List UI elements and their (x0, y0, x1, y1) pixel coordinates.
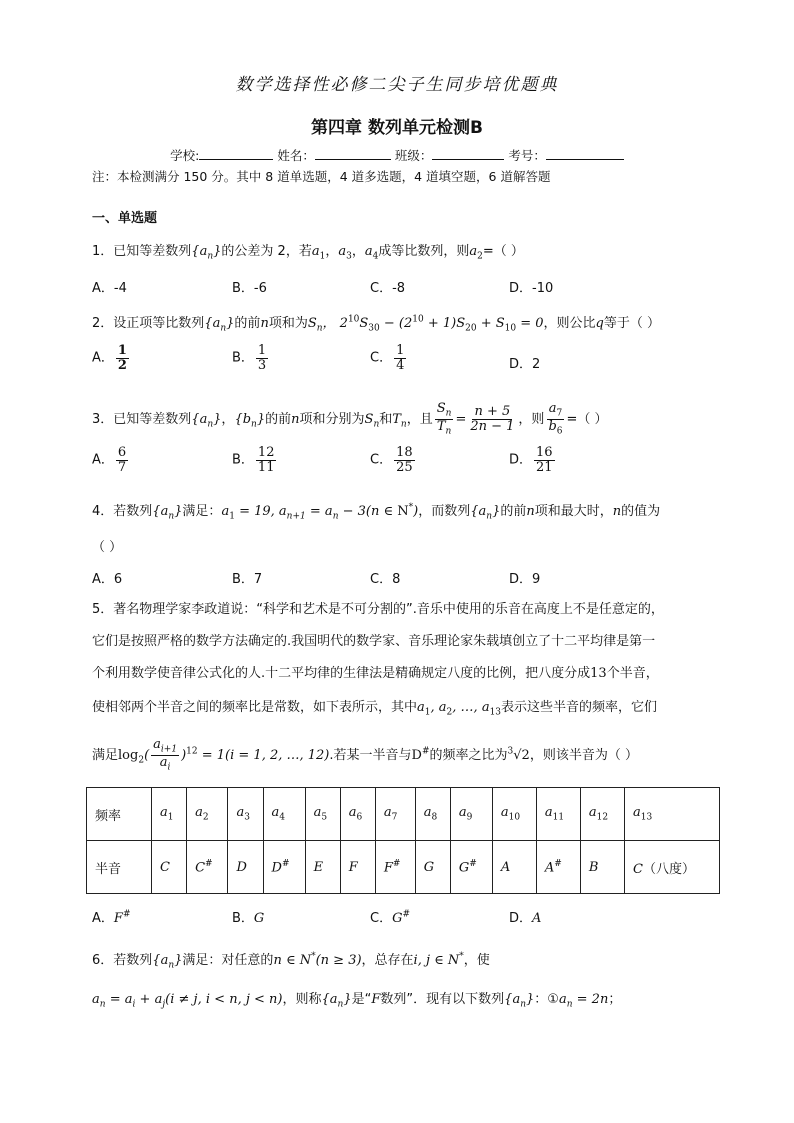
section-title-single-choice: 一、单选题 (92, 211, 158, 226)
q5-line-4: 使相邻两个半音之间的频率比是常数，如下表所示，其中$a_1$, $a_2$, …, $a_{13}$表示这些半音的频率，它们 (92, 700, 658, 718)
q2-option-b[interactable]: B． $\frac{1}{3}$ (232, 343, 267, 373)
exam-no-blank[interactable] (546, 147, 624, 160)
table-row-semitone (87, 841, 720, 894)
q3-option-a[interactable]: A． $\frac{6}{7}$ (92, 445, 127, 475)
table-cell: $a_2$ (187, 788, 228, 841)
q2-option-a[interactable]: A． $\frac{1}{2}$ (92, 343, 127, 373)
q3-option-d[interactable]: D． $\frac{16}{21}$ (509, 445, 553, 475)
table-cell: $a_9$ (450, 788, 492, 841)
table-row-frequency (87, 788, 720, 841)
table-cell: $a_6$ (340, 788, 375, 841)
class-blank[interactable] (432, 147, 504, 160)
table-header-semitone: 半音 (87, 841, 152, 894)
q4-option-b[interactable]: B．7 (232, 572, 263, 587)
table-cell: C（八度） (625, 841, 720, 894)
table-cell: $a_4$ (263, 788, 305, 841)
q4-number: 4． (92, 504, 114, 519)
table-cell: $a_{12}$ (580, 788, 624, 841)
table-cell: A# (536, 841, 580, 894)
q3-number: 3． (92, 412, 114, 428)
table-cell: C (152, 841, 187, 894)
question-2: 2．设正项等比数列$\{a_n\}$的前n项和为$S_n$， $2^{10}S_{30} - (2^{10} + 1)S_{20} + S_{10} = 0$，则公比q等于（ ） (92, 314, 661, 334)
q1-stem-f: =（ ） (482, 244, 524, 259)
q3-option-b[interactable]: B． $\frac{12}{11}$ (232, 445, 275, 475)
q5-option-c[interactable]: C．G# (370, 909, 411, 926)
q4-option-d[interactable]: D．9 (509, 572, 541, 587)
q1-stem: 已知等差数列 (113, 244, 192, 259)
table-cell: $a_5$ (305, 788, 340, 841)
table-cell: E (305, 841, 340, 894)
table-cell: $a_8$ (415, 788, 450, 841)
q1-option-b[interactable]: B．-6 (232, 281, 267, 296)
table-cell: $a_{11}$ (536, 788, 580, 841)
table-cell: G (415, 841, 450, 894)
school-label: 学校: (170, 148, 200, 163)
q5-line-3: 个利用数学使音律公式化的人.十二平均律的生律法是精确规定八度的比例，把八度分成13个半音， (92, 666, 659, 681)
q1-seq: $\{a_n\}$ (191, 244, 222, 262)
exam-no-label: 考号： (508, 148, 546, 163)
q1-option-d[interactable]: D．-10 (509, 281, 554, 296)
table-cell: $a_1$ (152, 788, 187, 841)
q1-number: 1． (92, 244, 114, 259)
question-5: 5．著名物理学家李政道说：“科学和艺术是不可分割的”.音乐中使用的乐音在高度上不是任意定的， (92, 602, 664, 617)
q3-option-c[interactable]: C． $\frac{18}{25}$ (370, 445, 413, 475)
table-header-frequency: 频率 (87, 788, 152, 841)
question-3: 3．已知等差数列$\{a_n\}$，$\{b_n\}$的前n项和分别为$S_n$和$T_n$，且 $\frac{S_n}{T_n}$ = $\frac{n + 5}{2n - 1}$ ，则 $\frac{a_7}{b_6}$ =（ ） (92, 401, 608, 437)
class-label: 班级： (394, 148, 433, 163)
q4-option-a[interactable]: A．6 (92, 572, 123, 587)
chapter-title: 第四章 数列单元检测B (311, 118, 483, 138)
q5-option-d[interactable]: D．A (509, 911, 542, 926)
name-blank[interactable] (315, 147, 391, 160)
series-title: 数学选择性必修二尖子生同步培优题典 (235, 75, 559, 95)
q1-stem-d: ， (351, 244, 365, 259)
table-cell: D (228, 841, 263, 894)
question-1: 1．已知等差数列$\{a_n\}$的公差为 2，若$a_1$，$a_3$，$a_4$成等比数列，则$a_2=$（ ） (92, 244, 524, 262)
q6-number: 6． (92, 953, 114, 968)
table-cell: $a_3$ (228, 788, 263, 841)
frequency-table (86, 787, 720, 894)
q5-option-a[interactable]: A．F# (92, 909, 131, 926)
question-6: 6．若数列$\{a_n\}$满足：对任意的n ∈ N*(n ≥ 3)，总存在i, j ∈ N*，使 (92, 951, 490, 971)
name-label: 姓名： (277, 148, 315, 163)
q5-line-2: 它们是按照严格的数学方法确定的.我国明代的数学家、音乐理论家朱载填创立了十二平均律是第一 (92, 634, 656, 649)
q1-option-a[interactable]: A．-4 (92, 281, 127, 296)
school-blank[interactable] (199, 147, 273, 160)
q5-line-5: 满足$\log_2$( $\frac{a_{i+1}}{a_i}$ )$^{12}$ = 1(i = 1, 2, …, 12).若某一半音与D#的频率之比为$^3$√2，则该半音为（ ） (92, 737, 638, 773)
q2-option-d[interactable]: D．2 (509, 357, 541, 372)
table-cell: $a_{10}$ (492, 788, 536, 841)
q6-line-2: $a_n = a_i + a_j(i \ne j$, i < n, j < n)，则称$\{a_n\}$是“F数列”．现有以下数列$\{a_n\}$：$①a_n = 2n$； (92, 992, 622, 1010)
table-cell: D# (263, 841, 305, 894)
table-cell: B (580, 841, 624, 894)
q2-option-c[interactable]: C． $\frac{1}{4}$ (370, 343, 405, 373)
q1-stem-c: ， (325, 244, 339, 259)
table-cell: $a_7$ (375, 788, 415, 841)
table-cell: $a_{13}$ (625, 788, 720, 841)
q1-stem-e: 成等比数列，则 (378, 244, 470, 259)
q5-number: 5． (92, 602, 114, 617)
student-info-line (0, 146, 794, 164)
q4-bracket: （ ） (92, 540, 123, 555)
q2-number: 2． (92, 316, 114, 331)
table-cell: F# (375, 841, 415, 894)
table-cell: F (340, 841, 375, 894)
table-cell: C# (187, 841, 228, 894)
q1-option-c[interactable]: C．-8 (370, 281, 406, 296)
q5-option-b[interactable]: B．G (232, 911, 265, 926)
table-cell: A (492, 841, 536, 894)
question-4: 4．若数列$\{a_n\}$满足：$a_1 = 19$, $a_{n+1} = a_n - 3(n$ ∈ N*)，而数列$\{a_n\}$的前n项和最大时，n的值为 (92, 502, 661, 522)
table-cell: G# (450, 841, 492, 894)
q4-option-c[interactable]: C．8 (370, 572, 401, 587)
exam-note: 注：本检测满分 150 分。其中 8 道单选题，4 道多选题，4 道填空题，6 道解答题 (92, 169, 551, 184)
